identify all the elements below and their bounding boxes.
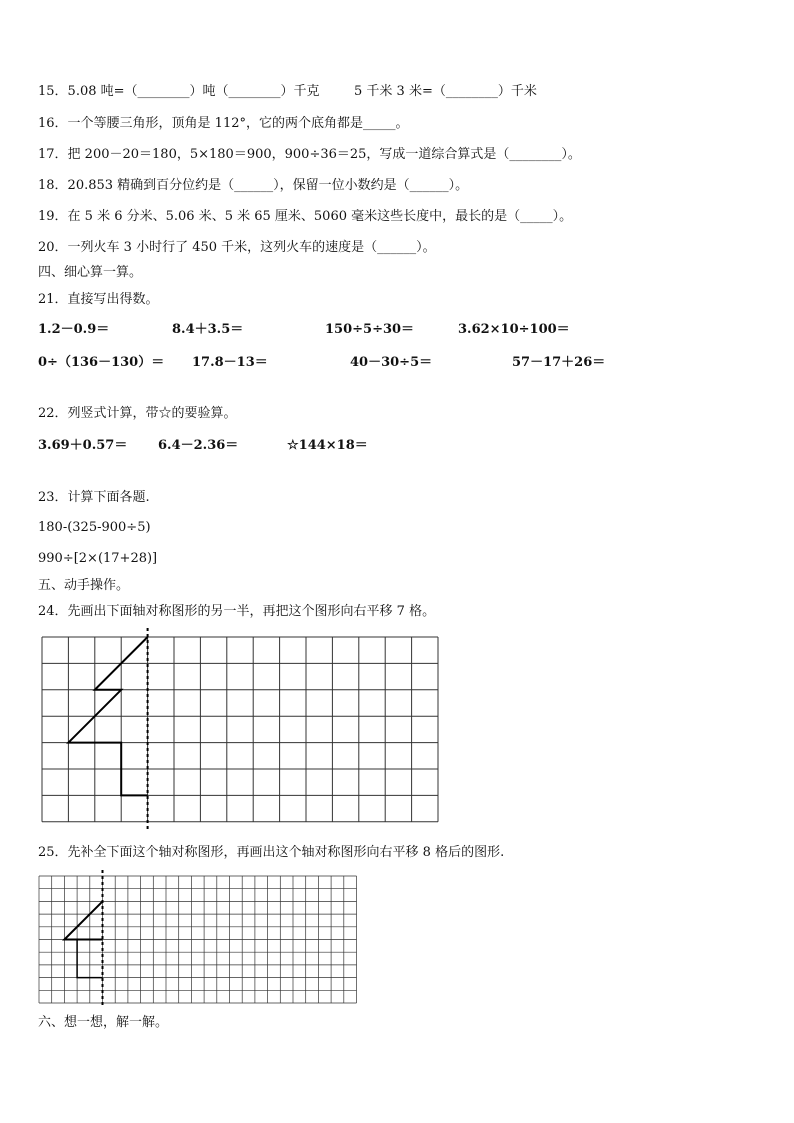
q22-item-2: 6.4－2.36＝ <box>158 438 239 453</box>
q25-half-shape <box>64 901 102 939</box>
q15-part-a: 15．5.08 吨=（________）吨（________）千克 <box>38 84 320 99</box>
q21-item-4: 3.62×10÷100＝ <box>458 322 570 337</box>
q21-item-7: 40－30÷5＝ <box>350 355 433 370</box>
q20: 20．一列火车 3 小时行了 450 千米，这列火车的速度是（______）。 <box>38 240 436 255</box>
q21-item-2: 8.4＋3.5＝ <box>172 322 244 337</box>
q22-item-3: ☆144×18＝ <box>287 438 368 453</box>
q22-item-1: 3.69＋0.57＝ <box>38 438 128 453</box>
q21-item-8: 57－17＋26＝ <box>512 355 606 370</box>
section6-title: 六、想一想，解一解。 <box>38 1015 169 1030</box>
q24-title: 24．先画出下面轴对称图形的另一半，再把这个图形向右平移 7 格。 <box>38 604 436 619</box>
q15-part-b: 5 千米 3 米=（________）千米 <box>354 84 537 99</box>
q22-title: 22．列竖式计算，带☆的要验算。 <box>38 406 237 421</box>
q23-title: 23．计算下面各题. <box>38 490 150 505</box>
q21-title: 21．直接写出得数。 <box>38 292 159 307</box>
section5-title: 五、动手操作。 <box>38 578 130 593</box>
q21-item-6: 17.8－13＝ <box>192 355 268 370</box>
q17: 17．把 200－20＝180，5×180＝900，900÷36＝25，写成一道综合算式是（________）。 <box>38 147 581 162</box>
q16: 16．一个等腰三角形，顶角是 112°，它的两个底角都是_____。 <box>38 116 409 131</box>
q21-item-5: 0÷（136－130）＝ <box>38 355 165 370</box>
q23-item-1: 180-(325-900÷5) <box>38 520 151 535</box>
q18: 18．20.853 精确到百分位约是（______），保留一位小数约是（______）。 <box>38 178 469 193</box>
q25-grid <box>36 870 366 1006</box>
q25-title: 25．先补全下面这个轴对称图形，再画出这个轴对称图形向右平移 8 格后的图形. <box>38 845 505 860</box>
q23-item-2: 990÷[2×(17+28)] <box>38 551 158 566</box>
q24-grid <box>38 628 458 833</box>
section4-title: 四、细心算一算。 <box>38 265 143 280</box>
q21-item-3: 150÷5÷30＝ <box>325 322 415 337</box>
q19: 19．在 5 米 6 分米、5.06 米、5 米 65 厘米、5060 毫米这些长度中，最长的是（_____）。 <box>38 209 573 224</box>
q21-item-1: 1.2－0.9＝ <box>38 322 110 337</box>
